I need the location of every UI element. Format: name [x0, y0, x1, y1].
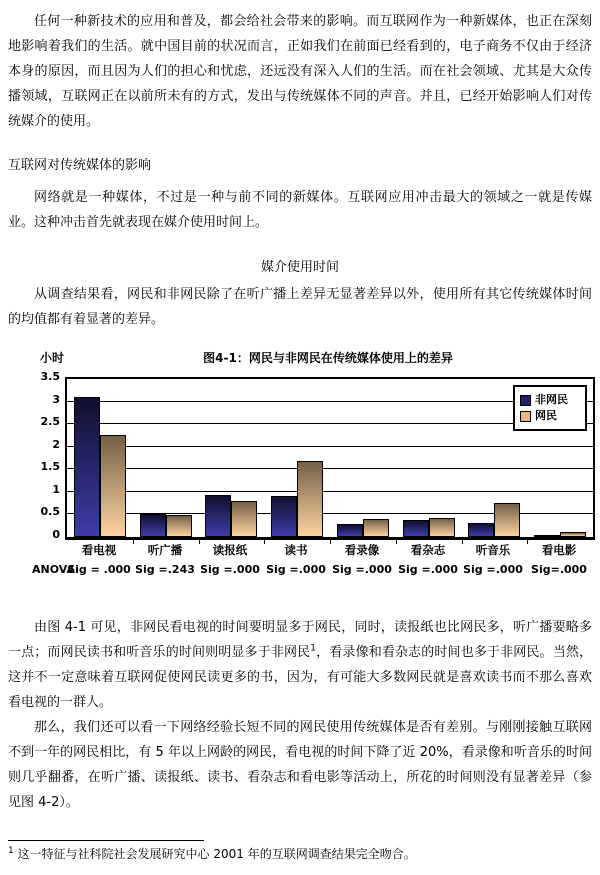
bar-网民-看杂志	[429, 518, 455, 537]
x-axis-tick	[199, 540, 200, 544]
bar-非网民-读报纸	[205, 495, 231, 537]
category-label: 读报纸	[212, 543, 248, 557]
x-axis-tick	[133, 540, 134, 544]
y-tick-label: 1	[52, 482, 60, 496]
section-heading-internet-impact: 互联网对传统媒体的影响	[8, 158, 152, 173]
x-axis-tick	[396, 540, 397, 544]
y-tick-label: 0	[52, 528, 60, 541]
chart-legend	[513, 385, 587, 431]
chart-figure-4-1	[8, 345, 592, 583]
y-tick-label: 2	[52, 437, 60, 451]
legend-swatch-non-netizen	[520, 395, 531, 406]
chart-title: 图4-1：网民与非网民在传统媒体使用上的差异	[203, 351, 453, 365]
paragraph-experience-comparison: 那么，我们还可以看一下网络经验长短不同的网民使用传统媒体是否有差别。与刚刚接触互联网不到一年的网民相比，有 5 年以上网龄的网民，看电视的时间下降了近 20%，看录像和听音乐的时间则几乎翻番，在听广播、读报纸、读书、看杂志和看电影等活动上，所花的时间则没有显著差异（参见图 4-2）。	[8, 720, 592, 810]
category-label: 看录像	[344, 543, 380, 557]
sig-value-label: Sig =.000	[266, 563, 326, 576]
paragraph-survey-result: 从调查结果看，网民和非网民除了在听广播上差异无显著差异以外，使用所有其它传统媒体时间的均值都有着显著的差异。	[8, 287, 592, 327]
bar-非网民-看电视	[74, 397, 100, 537]
bar-网民-读报纸	[231, 501, 257, 537]
y-tick-label: 3	[52, 392, 60, 406]
bar-非网民-看杂志	[403, 520, 429, 537]
category-label: 读书	[284, 543, 308, 557]
category-label: 听广播	[147, 543, 183, 557]
chart-gridline	[67, 446, 593, 447]
bar-非网民-听广播	[140, 514, 166, 537]
bar-非网民-看录像	[337, 524, 363, 537]
chart-plot	[65, 377, 595, 540]
category-label: 看杂志	[410, 543, 446, 557]
legend-label-non-netizen: 非网民	[535, 393, 568, 406]
bar-网民-看录像	[363, 519, 389, 537]
bar-网民-看电影	[560, 532, 586, 537]
footnote	[8, 845, 592, 863]
paragraph-intro: 任何一种新技术的应用和普及，都会给社会带来的影响。而互联网作为一种新媒体，也正在深刻地影响着我们的生活。就中国目前的状况而言，正如我们在前面已经看到的，电子商务不仅由于经济本身的原因，而且因为人们的担心和忧虑，还远没有深入人们的生活。而在社会领域、尤其是大众传播领域，互联网正在以前所未有的方式，发出与传统媒体不同的声音。并且，已经开始影响人们对传统媒介的使用。	[8, 14, 592, 129]
y-tick-label: 0.5	[40, 505, 60, 519]
y-tick-label: 3.5	[40, 370, 60, 383]
bar-网民-听广播	[166, 515, 192, 537]
x-axis-tick	[330, 540, 331, 544]
category-label: 听音乐	[475, 543, 511, 557]
bar-网民-看电视	[100, 435, 126, 537]
sig-value-label: Sig =.243	[135, 563, 195, 576]
bar-非网民-听音乐	[468, 523, 494, 537]
legend-item-non-netizen	[520, 393, 580, 407]
sig-value-label: Sig =.000	[463, 563, 523, 576]
paragraph-new-media: 网络就是一种媒体，不过是一种与前不同的新媒体。互联网应用冲击最大的领域之一就是传媒业。这种冲击首先就表现在媒介使用时间上。	[8, 190, 592, 230]
figure-analysis-text-after: ，看录像和看杂志的时间也多于非网民。当然，这并不一定意味着互联网促使网民读更多的书，因为，有可能大多数网民就是喜欢读书而不那么喜欢看电视的一群人。	[8, 645, 592, 710]
figure-analysis-text-before: 由图 4-1 可见，非网民看电视的时间要明显多于网民，同时，读报纸也比网民多，听广播要略多一点；而网民读书和听音乐的时间则明显多于非网民	[8, 620, 592, 660]
sig-value-label: Sig =.000	[398, 563, 458, 576]
x-axis-tick	[527, 540, 528, 544]
sig-value-label: Sig=.000	[531, 563, 587, 576]
footnote-marker: 1	[8, 846, 14, 856]
y-tick-label: 2.5	[40, 415, 60, 429]
category-label: 看电视	[81, 543, 117, 557]
x-axis-tick	[462, 540, 463, 544]
chart-gridline	[67, 468, 593, 469]
sig-value-label: Sig = .000	[67, 563, 131, 576]
legend-swatch-netizen	[520, 411, 531, 422]
chart-anova-label: ANOVA	[32, 563, 76, 576]
chart-gridline	[67, 491, 593, 492]
bar-网民-读书	[297, 461, 323, 537]
category-label: 看电影	[541, 543, 577, 557]
legend-item-netizen	[520, 409, 580, 423]
bar-网民-听音乐	[494, 503, 520, 537]
x-axis-tick	[264, 540, 265, 544]
subsection-heading-media-usage-time: 媒介使用时间	[260, 260, 339, 275]
bar-非网民-看电影	[534, 535, 560, 537]
bar-非网民-读书	[271, 496, 297, 537]
footnote-separator	[8, 840, 204, 841]
paragraph-figure-analysis	[8, 615, 592, 715]
sig-value-label: Sig =.000	[332, 563, 392, 576]
sig-value-label: Sig =.000	[200, 563, 260, 576]
footnote-reference-mark: 1	[310, 643, 316, 654]
chart-y-axis-label: 小时	[40, 351, 65, 365]
y-tick-label: 1.5	[40, 460, 60, 474]
footnote-text: 这一特征与社科院社会发展研究中心 2001 年的互联网调查结果完全吻合。	[13, 847, 416, 861]
legend-label-netizen: 网民	[535, 409, 557, 422]
